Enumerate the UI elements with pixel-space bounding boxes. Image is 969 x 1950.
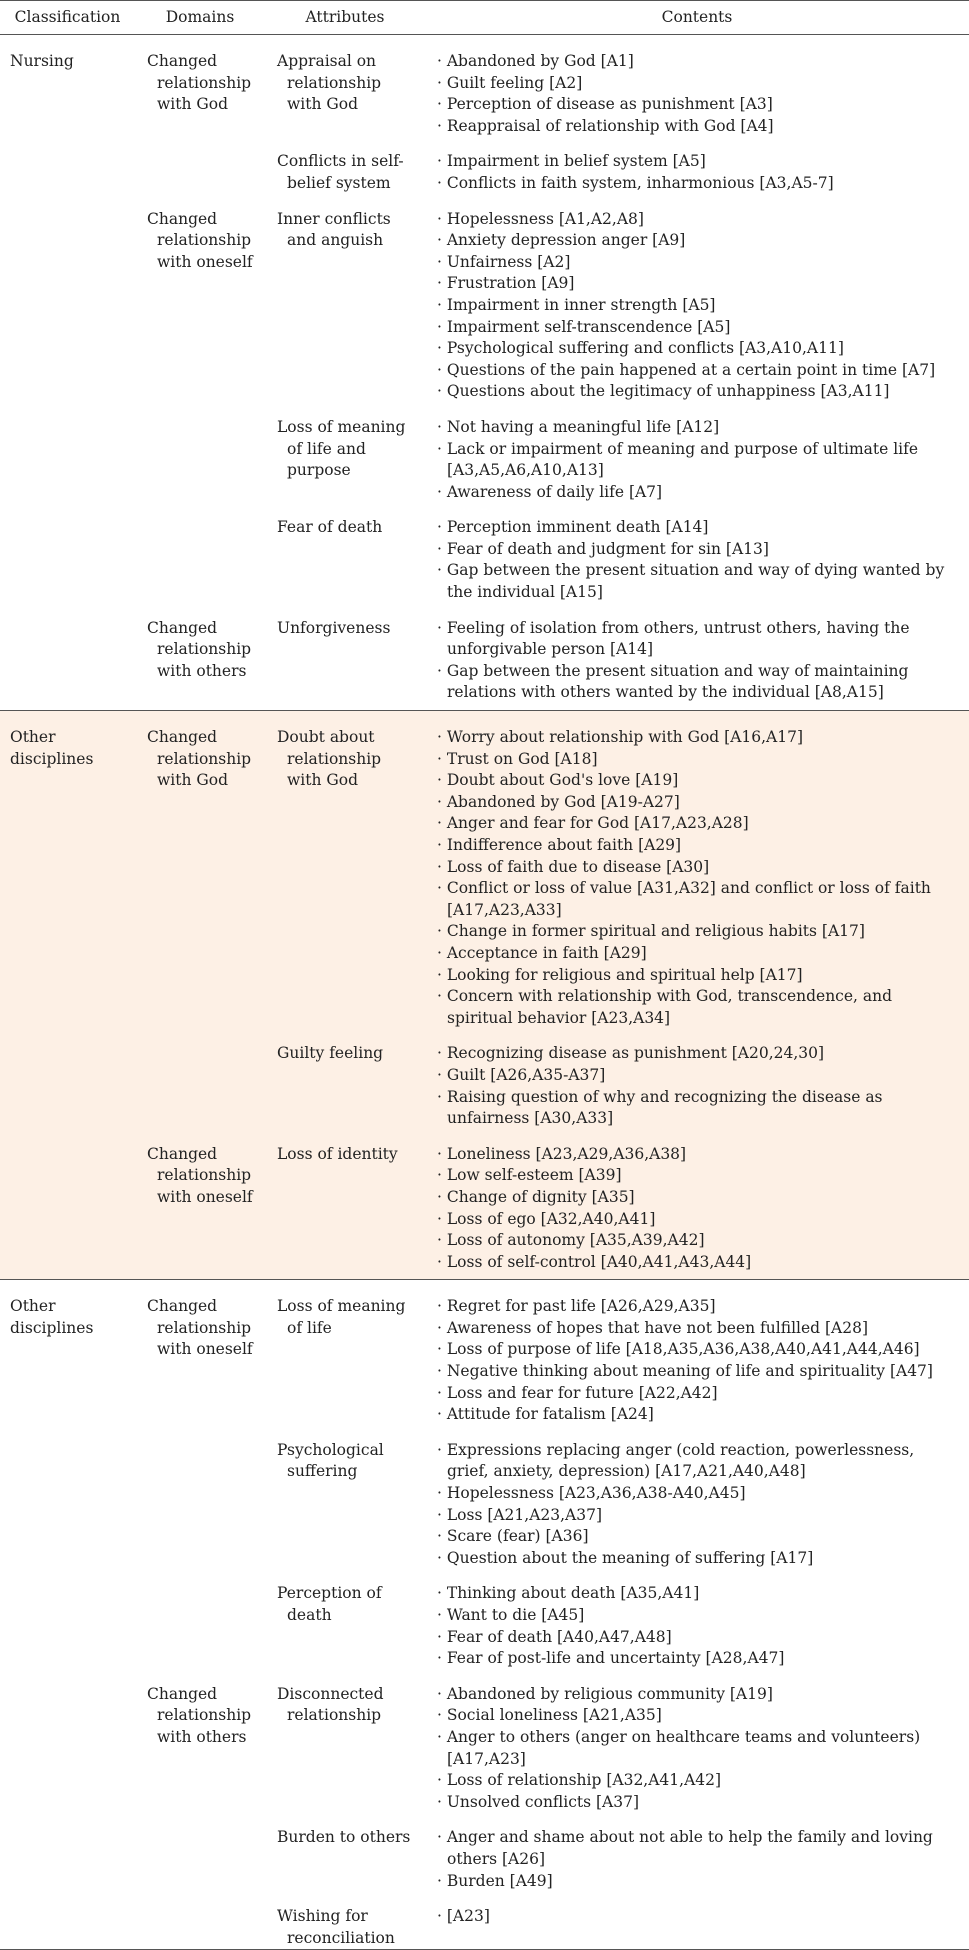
list-item: · Questions about the legitimacy of unhappiness [A3,A11] [437,381,959,403]
list-item: · Loss of self-control [A40,A41,A43,A44] [437,1252,959,1274]
list-item: · Guilt feeling [A2] [437,73,959,95]
list-item: · Social loneliness [A21,A35] [437,1705,959,1727]
contents-list [437,1296,959,1426]
table-row [0,137,969,194]
list-item: · Change of dignity [A35] [437,1187,959,1209]
attribute-cell: Guilty feeling [265,1029,425,1129]
list-item: · Unfairness [A2] [437,252,959,274]
domain-cell [135,1029,265,1129]
attribute-cell: Psychological suffering [277,1440,384,1481]
domain-cell [135,1813,265,1892]
attribute-cell: Doubt about relationship with God [265,711,425,1030]
list-item: · Indifference about faith [A29] [437,835,959,857]
contents-cell [425,711,969,1030]
list-item: · Anger and shame about not able to help the family and loving others [A26] [437,1827,959,1870]
classification-cell: Nursing [10,52,74,70]
list-item: · Change in former spiritual and religious habits [A17] [437,921,959,943]
contents-list [437,1043,959,1129]
contents-cell [425,1892,969,1950]
list-item: · Feeling of isolation from others, untrust others, having the unforgivable person [A14] [437,618,959,661]
list-item: · Trust on God [A18] [437,749,959,771]
list-item: · Unsolved conflicts [A37] [437,1792,959,1814]
table-row [0,195,969,403]
contents-cell [425,1670,969,1814]
attribute-cell: Inner conflicts and anguish [277,209,391,250]
header-domains: Domains [135,1,265,35]
classification-cell [0,195,135,403]
list-item: · Abandoned by God [A19-A27] [437,792,959,814]
list-item: · Conflict or loss of value [A31,A32] and conflict or loss of faith [A17,A23,A33] [437,878,959,921]
contents-list [437,1144,959,1274]
list-item: · Loneliness [A23,A29,A36,A38] [437,1144,959,1166]
list-item: · Low self-esteem [A39] [437,1165,959,1187]
table-row [0,1813,969,1892]
list-item: · Abandoned by God [A1] [437,51,959,73]
contents-list [437,1440,959,1570]
list-item: · Expressions replacing anger (cold reaction, powerlessness, grief, anxiety, depression) [A17,A21,A40,A48] [437,1440,959,1483]
table-row [0,1670,969,1814]
attribute-cell: Fear of death [277,518,383,537]
table-row [0,1280,969,1426]
table-row [0,604,969,711]
attribute-cell: Loss of meaning of life [265,1280,425,1426]
classification-cell [0,503,135,603]
contents-list [437,417,959,503]
list-item: · Reappraisal of relationship with God [A4] [437,116,959,138]
classification-cell [0,604,135,711]
list-item: · Impairment self-transcendence [A5] [437,317,959,339]
table-row [0,711,969,1030]
list-item: · Acceptance in faith [A29] [437,943,959,965]
list-item: · Attitude for fatalism [A24] [437,1404,959,1426]
list-item: · [A23] [437,1906,959,1928]
contents-cell [425,1029,969,1129]
contents-cell [425,503,969,603]
classification-cell [0,1813,135,1892]
attribute-cell: Disconnected relationship [277,1684,384,1725]
list-item: · Gap between the present situation and way of dying wanted by the individual [A15] [437,560,959,603]
contents-cell [425,35,969,138]
list-item: · Impairment in inner strength [A5] [437,295,959,317]
list-item: · Loss of ego [A32,A40,A41] [437,1209,959,1231]
classification-cell: Other disciplines [0,711,135,1030]
header-attributes: Attributes [265,1,425,35]
table-row [0,503,969,603]
domain-cell: Changed relationship with God [147,52,252,114]
list-item: · Anger and fear for God [A17,A23,A28] [437,813,959,835]
list-item: · Concern with relationship with God, transcendence, and spiritual behavior [A23,A34] [437,986,959,1029]
list-item: · Recognizing disease as punishment [A20,24,30] [437,1043,959,1065]
domain-cell [135,1426,265,1570]
list-item: · Doubt about God's love [A19] [437,770,959,792]
classification-cell [0,1029,135,1129]
list-item: · Fear of death and judgment for sin [A13] [437,539,959,561]
contents-list [437,51,959,137]
attribute-cell: Loss of identity [265,1130,425,1280]
header-contents: Contents [425,1,969,35]
contents-list [437,1906,959,1928]
table-row [0,403,969,503]
list-item: · Awareness of daily life [A7] [437,482,959,504]
list-item: · Loss of faith due to disease [A30] [437,857,959,879]
table-body [0,35,969,1950]
table-row [0,1892,969,1950]
domain-cell: Changed relationship with oneself [135,1130,265,1280]
contents-cell [425,403,969,503]
list-item: · Loss of purpose of life [A18,A35,A36,A38,A40,A41,A44,A46] [437,1339,959,1361]
list-item: · Loss of autonomy [A35,A39,A42] [437,1230,959,1252]
list-item: · Hopelessness [A1,A2,A8] [437,209,959,231]
attribute-cell: Wishing for reconciliation [265,1892,425,1950]
domain-cell: Changed relationship with others [147,1684,252,1746]
list-item: · Lack or impairment of meaning and purpose of ultimate life [A3,A5,A6,A10,A13] [437,439,959,482]
contents-list [437,1583,959,1669]
list-item: · Looking for religious and spiritual help [A17] [437,965,959,987]
attribute-cell: Loss of meaning of life and purpose [277,417,406,480]
list-item: · Thinking about death [A35,A41] [437,1583,959,1605]
list-item: · Fear of death [A40,A47,A48] [437,1627,959,1649]
table-row [0,1029,969,1129]
table-row [0,1130,969,1280]
contents-list [437,727,959,1029]
domain-cell: Changed relationship with God [135,711,265,1030]
list-item: · Abandoned by religious community [A19] [437,1684,959,1706]
list-item: · Impairment in belief system [A5] [437,151,959,173]
contents-cell [425,195,969,403]
domain-cell [135,403,265,503]
list-item: · Guilt [A26,A35-A37] [437,1065,959,1087]
list-item: · Want to die [A45] [437,1605,959,1627]
contents-list [437,1684,959,1814]
contents-list [437,618,959,704]
list-item: · Gap between the present situation and way of maintaining relations with others wanted by the individual [A8,A15] [437,661,959,704]
list-item: · Anxiety depression anger [A9] [437,230,959,252]
list-item: · Awareness of hopes that have not been fulfilled [A28] [437,1318,959,1340]
classification-cell [0,1130,135,1280]
list-item: · Loss of relationship [A32,A41,A42] [437,1770,959,1792]
contents-list [437,517,959,603]
attribute-cell: Conflicts in self-belief system [277,152,404,192]
attribute-cell: Perception of death [277,1584,382,1624]
list-item: · Raising question of why and recognizing the disease as unfairness [A30,A33] [437,1087,959,1130]
list-item: · Psychological suffering and conflicts [A3,A10,A11] [437,338,959,360]
contents-cell [425,604,969,711]
list-item: · Not having a meaningful life [A12] [437,417,959,439]
classification-cell [0,1670,135,1814]
table-header [0,1,969,35]
attribute-cell: Burden to others [277,1828,411,1847]
domain-cell [135,1569,265,1669]
table-row [0,35,969,138]
list-item: · Conflicts in faith system, inharmonious [A3,A5-7] [437,173,959,195]
list-item: · Perception imminent death [A14] [437,517,959,539]
list-item: · Burden [A49] [437,1871,959,1893]
contents-list [437,209,959,403]
domain-cell: Changed relationship with oneself [147,209,253,271]
contents-cell [425,137,969,194]
domain-cell [135,503,265,603]
classification-cell [0,137,135,194]
list-item: · Loss [A21,A23,A37] [437,1505,959,1527]
attribute-cell: Unforgiveness [277,618,391,637]
list-item: · Question about the meaning of suffering [A17] [437,1548,959,1570]
domain-cell: Changed relationship with oneself [135,1280,265,1426]
list-item: · Anger to others (anger on healthcare teams and volunteers) [A17,A23] [437,1727,959,1770]
table-row [0,1426,969,1570]
list-item: · Questions of the pain happened at a certain point in time [A7] [437,360,959,382]
attribute-cell: Appraisal on relationship with God [277,52,382,114]
contents-cell [425,1569,969,1669]
classification-cell [0,1569,135,1669]
contents-cell [425,1280,969,1426]
table-row [0,1569,969,1669]
contents-list [437,1827,959,1892]
list-item: · Frustration [A9] [437,273,959,295]
classification-cell [0,1426,135,1570]
contents-cell [425,1130,969,1280]
contents-cell [425,1813,969,1892]
classification-cell [0,1892,135,1950]
list-item: · Loss and fear for future [A22,A42] [437,1383,959,1405]
classification-cell: Other disciplines [0,1280,135,1426]
list-item: · Worry about relationship with God [A16,A17] [437,727,959,749]
list-item: · Scare (fear) [A36] [437,1526,959,1548]
contents-list [437,151,959,194]
contents-cell [425,1426,969,1570]
list-item: · Regret for past life [A26,A29,A35] [437,1296,959,1318]
domain-cell: Changed relationship with others [147,618,252,680]
list-item: · Hopelessness [A23,A36,A38-A40,A45] [437,1483,959,1505]
list-item: · Perception of disease as punishment [A3] [437,94,959,116]
domain-cell [135,137,265,194]
list-item: · Negative thinking about meaning of life and spirituality [A47] [437,1361,959,1383]
header-classification: Classification [0,1,135,35]
domain-cell [135,1892,265,1950]
list-item: · Fear of post-life and uncertainty [A28,A47] [437,1648,959,1670]
classification-cell [0,403,135,503]
